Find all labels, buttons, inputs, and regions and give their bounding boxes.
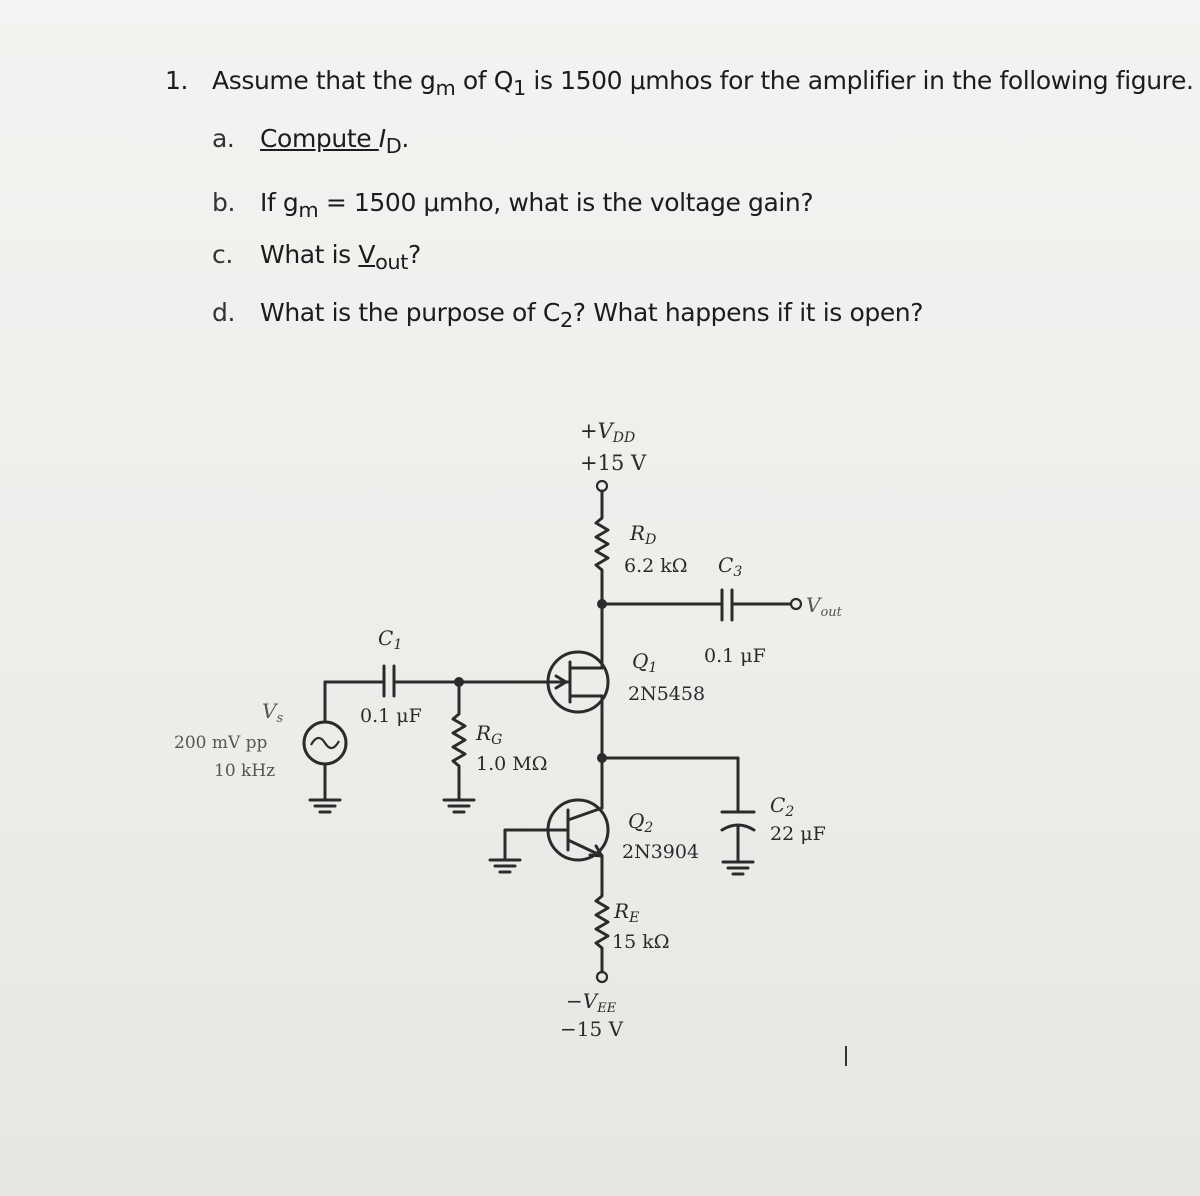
c1-value: 0.1 μF [360,705,422,727]
rd-resistor [596,491,608,604]
rg-value: 1.0 MΩ [476,753,548,775]
rd-value: 6.2 kΩ [624,555,688,577]
c2-value: 22 μF [770,823,826,845]
q1-label: $Q_1$ [632,649,658,676]
q1-jfet [520,604,608,758]
c1-label: $C_1$ [378,626,403,653]
c3-value: 0.1 μF [704,645,766,667]
c2-label: $C_2$ [770,793,795,820]
question-part-b: b. If $g_m = 1500$ μmho, what is the voltage gain? [212,188,814,222]
q2-label: $Q_2$ [628,809,654,836]
ground-symbol-c2 [723,862,753,874]
c2-capacitor [722,812,754,862]
question-number: 1. [165,66,189,95]
vee-label: $-V_{EE}$ [566,989,617,1016]
ground-symbol-q2-base [490,860,520,872]
rd-label: $R_D$ [630,521,657,548]
vs-frequency: 10 kHz [214,761,276,781]
q2-part: 2N3904 [622,841,700,863]
c3-capacitor [722,590,732,620]
question-part-c: c. What is $V_{out}$? [212,240,421,274]
vdd-value: +15 V [580,451,647,475]
ground-symbol-rg [444,800,474,812]
vout-label: $V_{out}$ [806,593,842,620]
vdd-label: +VDD [580,419,636,446]
vs-amplitude: 200 mV pp [174,733,268,753]
vs-label: $V_s$ [262,699,284,726]
vee-value: −15 V [560,1017,624,1041]
re-value: 15 kΩ [612,931,670,953]
rg-resistor [453,682,465,800]
signal-source [304,722,346,800]
q2-bjt [520,800,608,860]
re-label: $R_E$ [614,899,640,926]
vout-terminal [791,599,801,609]
c3-label: $C_3$ [718,553,743,580]
question-main: 1. Assume that the $g_m$ of $Q_1$ is 1500 μmhos for the amplifier in the following figure. [165,66,1194,100]
ground-symbol-vs [310,800,340,812]
question-part-d: d. What is the purpose of $C_2$? What happens if it is open? [212,298,924,332]
rg-label: $R_G$ [476,721,503,748]
question-part-a: a. Compute $I_D$. [212,124,409,158]
q1-part: 2N5458 [628,683,706,705]
c1-capacitor [384,666,400,696]
re-resistor [596,856,608,972]
